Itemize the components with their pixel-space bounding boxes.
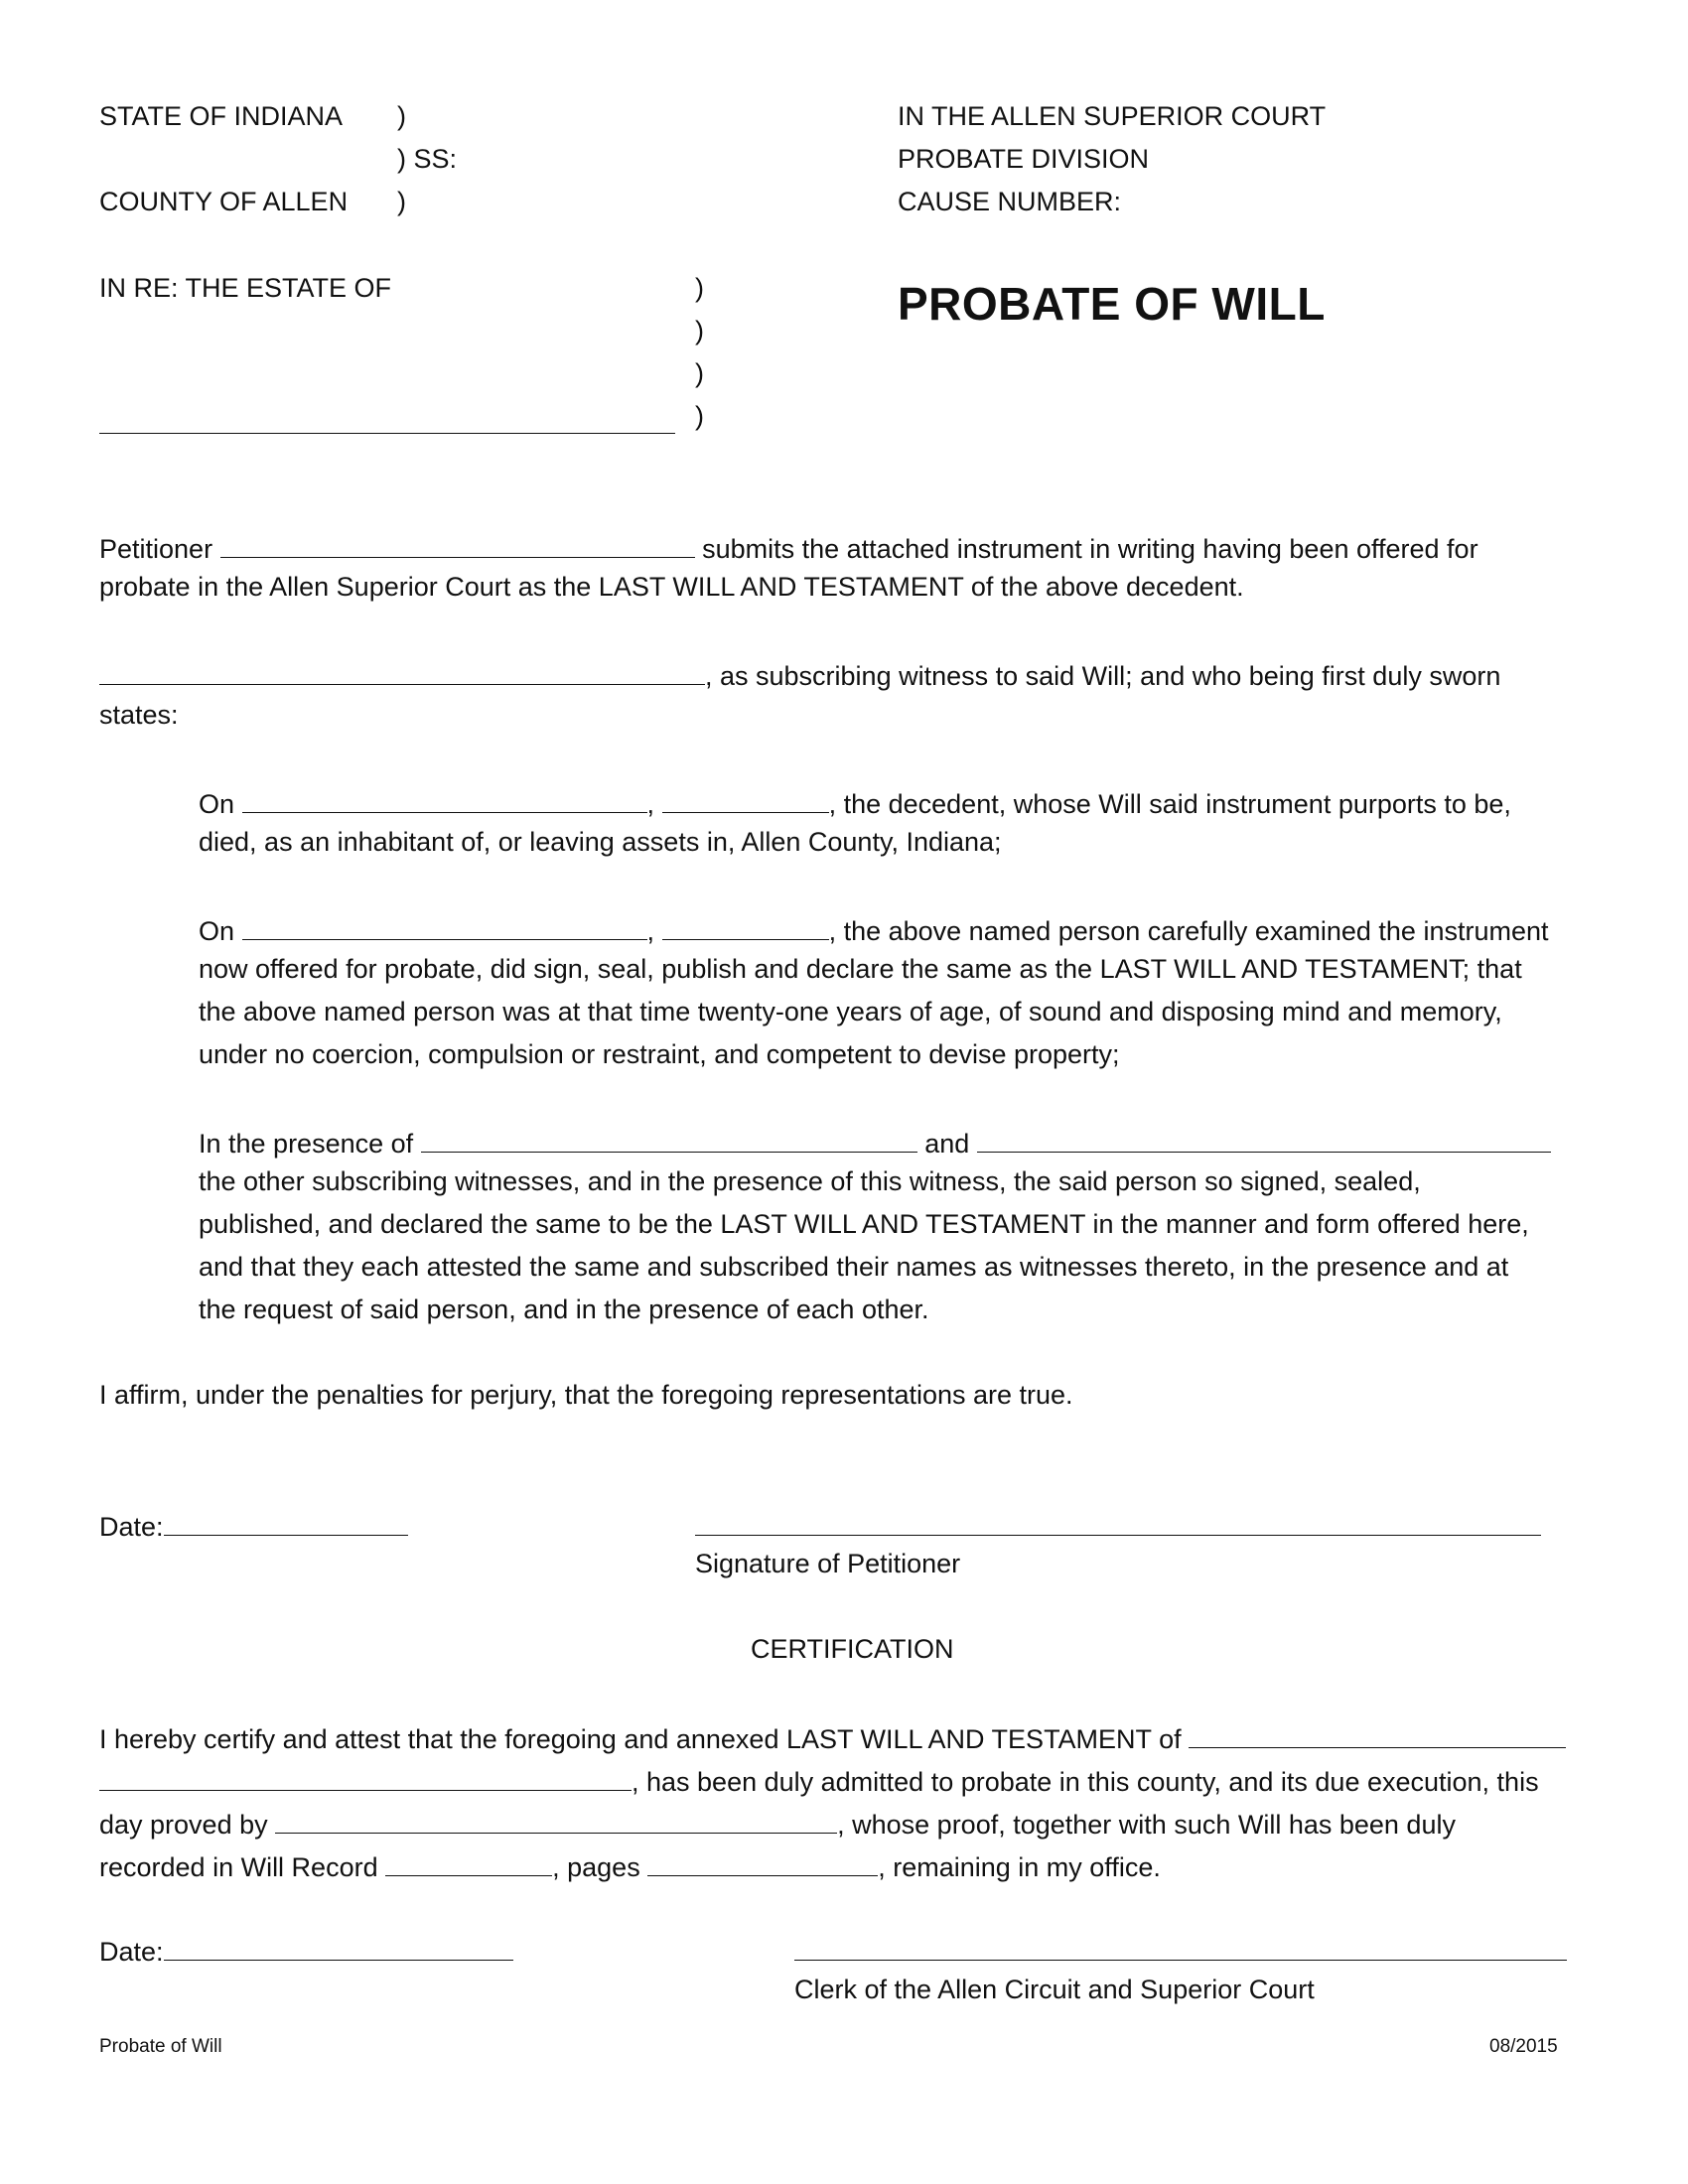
para3-text: published, and declared the same to be the LAST WILL AND TESTAMENT in the manner and form offered here, [199, 1209, 1529, 1239]
para3-text: and that they each attested the same and subscribed their names as witnesses thereto, in the presence and at [199, 1252, 1509, 1282]
death-date-field[interactable] [242, 786, 647, 813]
will-record-field[interactable] [385, 1849, 552, 1876]
testator-name-field-2[interactable] [99, 1764, 632, 1791]
cert-line-1 [99, 1721, 1566, 1753]
other-witness-1-field[interactable] [421, 1126, 917, 1153]
date-label: Date: [99, 1937, 164, 1967]
comma: , [646, 916, 655, 946]
cert-line-2 [99, 1764, 1539, 1796]
petitioner-name-field[interactable] [220, 531, 695, 558]
petitioner-date-row [99, 1509, 408, 1541]
clerk-label: Clerk of the Allen Circuit and Superior Court [794, 1975, 1315, 2004]
cert-text: , has been duly admitted to probate in this county, and its due execution, this [632, 1767, 1539, 1797]
court-label: IN THE ALLEN SUPERIOR COURT [898, 101, 1327, 131]
comma: , [646, 789, 655, 819]
date-label: Date: [99, 1512, 164, 1542]
paren: ) [695, 358, 704, 388]
cert-text: , pages [552, 1852, 640, 1882]
witness-text: , as subscribing witness to said Will; and who being first duly sworn [705, 661, 1501, 691]
presence-label: In the presence of [199, 1129, 414, 1159]
paren: ) [695, 401, 704, 431]
para3-text: the other subscribing witnesses, and in the presence of this witness, the said person so signed, sealed, [199, 1166, 1421, 1196]
petitioner-text: submits the attached instrument in writing having been offered for [702, 534, 1478, 564]
para2-text: , the above named person carefully examined the instrument [828, 916, 1549, 946]
petitioner-text: probate in the Allen Superior Court as the LAST WILL AND TESTAMENT of the above decedent. [99, 572, 1244, 602]
on-label: On [199, 916, 235, 946]
petitioner-label: Petitioner [99, 534, 213, 564]
para2-text: now offered for probate, did sign, seal, publish and declare the same as the LAST WILL AND TESTAMENT; that [199, 954, 1522, 984]
testator-name-field[interactable] [1189, 1721, 1566, 1748]
cert-text: recorded in Will Record [99, 1852, 378, 1882]
petitioner-line-1 [99, 531, 1478, 563]
other-witness-2-field[interactable] [977, 1126, 1551, 1153]
cert-text: I hereby certify and attest that the foregoing and annexed LAST WILL AND TESTAMENT of [99, 1724, 1182, 1754]
affirmation-text: I affirm, under the penalties for perjury, that the foregoing representations are true. [99, 1380, 1073, 1410]
witness-name-field[interactable] [99, 658, 705, 685]
estate-label: IN RE: THE ESTATE OF [99, 273, 392, 303]
signature-label: Signature of Petitioner [695, 1549, 961, 1578]
death-year-field[interactable] [662, 786, 829, 813]
para1-text: , the decedent, whose Will said instrument purports to be, [828, 789, 1511, 819]
pages-field[interactable] [647, 1849, 878, 1876]
para3-text: the request of said person, and in the presence of each other. [199, 1295, 929, 1324]
footer-form-name: Probate of Will [99, 2036, 222, 2057]
paren: ) [695, 316, 704, 345]
clerk-date-row [99, 1934, 513, 1966]
witness-text: states: [99, 700, 179, 730]
state-label: STATE OF INDIANA [99, 101, 344, 131]
page-title: PROBATE OF WILL [898, 278, 1326, 330]
footer-revision-date: 08/2015 [1489, 2036, 1558, 2057]
estate-name-field[interactable] [99, 409, 675, 434]
paren: ) [397, 187, 406, 216]
cert-text: , remaining in my office. [878, 1852, 1161, 1882]
para2-line-1 [199, 913, 1549, 945]
cause-number-label: CAUSE NUMBER: [898, 187, 1122, 216]
clerk-signature-field[interactable] [794, 1932, 1567, 1961]
para1-line-1 [199, 786, 1511, 818]
clerk-date-field[interactable] [164, 1934, 513, 1961]
petitioner-signature-field[interactable] [695, 1507, 1541, 1536]
cert-text: day proved by [99, 1810, 268, 1840]
para3-line-1 [199, 1126, 1551, 1158]
para2-text: the above named person was at that time twenty-one years of age, of sound and disposing mind and memory, [199, 997, 1502, 1026]
para1-text: died, as an inhabitant of, or leaving assets in, Allen County, Indiana; [199, 827, 1002, 857]
on-label: On [199, 789, 235, 819]
para2-text: under no coercion, compulsion or restraint, and competent to devise property; [199, 1039, 1120, 1069]
county-label: COUNTY OF ALLEN [99, 187, 349, 216]
cert-line-3 [99, 1807, 1456, 1839]
certification-heading: CERTIFICATION [751, 1634, 954, 1664]
execution-date-field[interactable] [242, 913, 647, 940]
ss-label: ) SS: [397, 144, 458, 174]
cert-line-4 [99, 1849, 1161, 1881]
witness-line-1 [99, 658, 1500, 690]
cert-text: , whose proof, together with such Will has been duly [837, 1810, 1456, 1840]
paren: ) [695, 273, 704, 303]
division-label: PROBATE DIVISION [898, 144, 1150, 174]
paren: ) [397, 101, 406, 131]
proved-by-field[interactable] [275, 1807, 837, 1834]
and-label: and [924, 1129, 970, 1159]
execution-year-field[interactable] [662, 913, 829, 940]
petitioner-date-field[interactable] [164, 1509, 408, 1536]
